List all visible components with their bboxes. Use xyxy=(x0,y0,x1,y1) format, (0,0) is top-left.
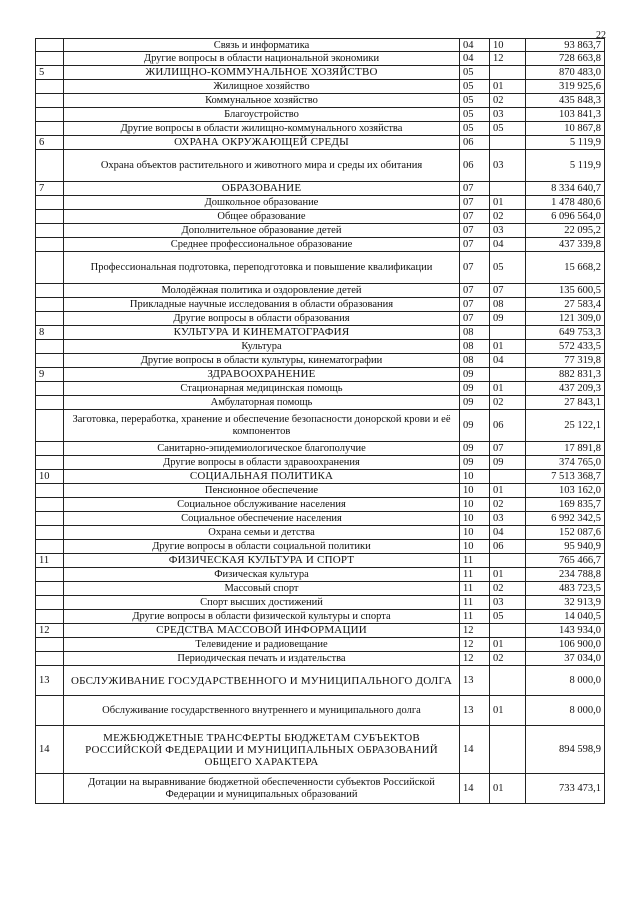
subsection-code-cell: 02 xyxy=(490,94,526,108)
row-number-cell xyxy=(36,80,64,94)
subsection-code-cell: 03 xyxy=(490,150,526,182)
item-name-cell: Другие вопросы в области национальной экономики xyxy=(64,52,460,66)
amount-cell: 22 095,2 xyxy=(526,224,605,238)
subsection-code-cell: 05 xyxy=(490,610,526,624)
row-number-cell xyxy=(36,312,64,326)
section-code-cell: 09 xyxy=(460,410,490,442)
item-name-cell: Молодёжная политика и оздоровление детей xyxy=(64,284,460,298)
amount-cell: 143 934,0 xyxy=(526,624,605,638)
page-number: 22 xyxy=(596,30,606,41)
subsection-code-cell: 08 xyxy=(490,298,526,312)
row-number-cell xyxy=(36,52,64,66)
row-number-cell xyxy=(36,610,64,624)
row-number-cell: 10 xyxy=(36,470,64,484)
row-number-cell xyxy=(36,382,64,396)
table-row xyxy=(36,94,605,108)
amount-cell: 27 843,1 xyxy=(526,396,605,410)
item-name-cell: СРЕДСТВА МАССОВОЙ ИНФОРМАЦИИ xyxy=(64,624,460,638)
subsection-code-cell: 02 xyxy=(490,210,526,224)
row-number-cell xyxy=(36,354,64,368)
subsection-code-cell xyxy=(490,326,526,340)
section-row xyxy=(36,66,605,80)
subsection-code-cell: 10 xyxy=(490,39,526,52)
amount-cell: 135 600,5 xyxy=(526,284,605,298)
table-row xyxy=(36,80,605,94)
section-code-cell: 11 xyxy=(460,582,490,596)
item-name-cell: Социальное обслуживание населения xyxy=(64,498,460,512)
subsection-code-cell: 01 xyxy=(490,696,526,726)
section-code-cell: 10 xyxy=(460,470,490,484)
table-row xyxy=(36,210,605,224)
row-number-cell xyxy=(36,108,64,122)
item-name-cell: ОХРАНА ОКРУЖАЮЩЕЙ СРЕДЫ xyxy=(64,136,460,150)
amount-cell: 374 765,0 xyxy=(526,456,605,470)
subsection-code-cell: 05 xyxy=(490,252,526,284)
section-code-cell: 14 xyxy=(460,726,490,774)
table-row xyxy=(36,456,605,470)
subsection-code-cell: 01 xyxy=(490,196,526,210)
row-number-cell xyxy=(36,284,64,298)
row-number-cell xyxy=(36,638,64,652)
amount-cell: 27 583,4 xyxy=(526,298,605,312)
section-code-cell: 07 xyxy=(460,252,490,284)
section-row xyxy=(36,182,605,196)
section-code-cell: 10 xyxy=(460,526,490,540)
subsection-code-cell: 02 xyxy=(490,652,526,666)
subsection-code-cell: 04 xyxy=(490,238,526,252)
row-number-cell xyxy=(36,652,64,666)
amount-cell: 152 087,6 xyxy=(526,526,605,540)
section-code-cell: 12 xyxy=(460,638,490,652)
row-number-cell: 14 xyxy=(36,726,64,774)
subsection-code-cell: 01 xyxy=(490,638,526,652)
table-row xyxy=(36,638,605,652)
row-number-cell: 12 xyxy=(36,624,64,638)
row-number-cell xyxy=(36,442,64,456)
section-code-cell: 08 xyxy=(460,326,490,340)
section-code-cell: 09 xyxy=(460,382,490,396)
item-name-cell: Физическая культура xyxy=(64,568,460,582)
amount-cell: 765 466,7 xyxy=(526,554,605,568)
item-name-cell: МЕЖБЮДЖЕТНЫЕ ТРАНСФЕРТЫ БЮДЖЕТАМ СУБЪЕКТОВ РОССИЙСКОЙ ФЕДЕРАЦИИ И МУНИЦИПАЛЬНЫХ ОБРАЗОВАНИЙ ОБЩЕГО ХАРАКТЕРА xyxy=(64,726,460,774)
amount-cell: 733 473,1 xyxy=(526,774,605,804)
section-code-cell: 07 xyxy=(460,224,490,238)
subsection-code-cell: 03 xyxy=(490,224,526,238)
subsection-code-cell xyxy=(490,470,526,484)
item-name-cell: Среднее профессиональное образование xyxy=(64,238,460,252)
section-row xyxy=(36,624,605,638)
table-row xyxy=(36,39,605,52)
subsection-code-cell: 09 xyxy=(490,456,526,470)
subsection-code-cell: 01 xyxy=(490,382,526,396)
subsection-code-cell: 02 xyxy=(490,498,526,512)
subsection-code-cell: 01 xyxy=(490,774,526,804)
section-code-cell: 11 xyxy=(460,568,490,582)
item-name-cell: КУЛЬТУРА И КИНЕМАТОГРАФИЯ xyxy=(64,326,460,340)
table-row xyxy=(36,652,605,666)
subsection-code-cell: 07 xyxy=(490,284,526,298)
amount-cell: 483 723,5 xyxy=(526,582,605,596)
section-code-cell: 08 xyxy=(460,340,490,354)
section-code-cell: 09 xyxy=(460,442,490,456)
subsection-code-cell: 05 xyxy=(490,122,526,136)
item-name-cell: Периодическая печать и издательства xyxy=(64,652,460,666)
amount-cell: 319 925,6 xyxy=(526,80,605,94)
table-row xyxy=(36,196,605,210)
section-code-cell: 10 xyxy=(460,484,490,498)
row-number-cell xyxy=(36,568,64,582)
table-row xyxy=(36,512,605,526)
section-code-cell: 07 xyxy=(460,210,490,224)
subsection-code-cell xyxy=(490,66,526,80)
item-name-cell: Другие вопросы в области культуры, кинематографии xyxy=(64,354,460,368)
budget-expenditure-table xyxy=(35,38,605,804)
subsection-code-cell: 01 xyxy=(490,340,526,354)
amount-cell: 77 319,8 xyxy=(526,354,605,368)
section-code-cell: 09 xyxy=(460,368,490,382)
amount-cell: 572 433,5 xyxy=(526,340,605,354)
table-row xyxy=(36,774,605,804)
amount-cell: 7 513 368,7 xyxy=(526,470,605,484)
section-code-cell: 11 xyxy=(460,596,490,610)
table-row xyxy=(36,582,605,596)
section-code-cell: 10 xyxy=(460,498,490,512)
amount-cell: 25 122,1 xyxy=(526,410,605,442)
row-number-cell xyxy=(36,774,64,804)
item-name-cell: Прикладные научные исследования в области образования xyxy=(64,298,460,312)
section-code-cell: 05 xyxy=(460,122,490,136)
row-number-cell xyxy=(36,596,64,610)
section-code-cell: 07 xyxy=(460,196,490,210)
section-code-cell: 09 xyxy=(460,396,490,410)
row-number-cell xyxy=(36,94,64,108)
amount-cell: 37 034,0 xyxy=(526,652,605,666)
section-row xyxy=(36,326,605,340)
row-number-cell xyxy=(36,582,64,596)
amount-cell: 15 668,2 xyxy=(526,252,605,284)
table-row xyxy=(36,498,605,512)
amount-cell: 435 848,3 xyxy=(526,94,605,108)
item-name-cell: Амбулаторная помощь xyxy=(64,396,460,410)
amount-cell: 437 209,3 xyxy=(526,382,605,396)
section-code-cell: 12 xyxy=(460,624,490,638)
section-row xyxy=(36,666,605,696)
item-name-cell: Другие вопросы в области социальной политики xyxy=(64,540,460,554)
section-row xyxy=(36,470,605,484)
row-number-cell xyxy=(36,512,64,526)
table-row xyxy=(36,540,605,554)
row-number-cell xyxy=(36,210,64,224)
item-name-cell: Стационарная медицинская помощь xyxy=(64,382,460,396)
section-code-cell: 11 xyxy=(460,554,490,568)
amount-cell: 6 992 342,5 xyxy=(526,512,605,526)
item-name-cell: Коммунальное хозяйство xyxy=(64,94,460,108)
item-name-cell: Дополнительное образование детей xyxy=(64,224,460,238)
amount-cell: 5 119,9 xyxy=(526,136,605,150)
row-number-cell: 11 xyxy=(36,554,64,568)
section-row xyxy=(36,368,605,382)
table-row xyxy=(36,52,605,66)
amount-cell: 894 598,9 xyxy=(526,726,605,774)
item-name-cell: Дошкольное образование xyxy=(64,196,460,210)
amount-cell: 8 000,0 xyxy=(526,696,605,726)
table-row xyxy=(36,150,605,182)
table-row xyxy=(36,238,605,252)
amount-cell: 103 841,3 xyxy=(526,108,605,122)
section-row xyxy=(36,726,605,774)
section-code-cell: 05 xyxy=(460,94,490,108)
item-name-cell: Заготовка, переработка, хранение и обеспечение безопасности донорской крови и её компонентов xyxy=(64,410,460,442)
row-number-cell xyxy=(36,410,64,442)
subsection-code-cell xyxy=(490,666,526,696)
table-row xyxy=(36,382,605,396)
amount-cell: 437 339,8 xyxy=(526,238,605,252)
row-number-cell xyxy=(36,498,64,512)
item-name-cell: Телевидение и радиовещание xyxy=(64,638,460,652)
table-row xyxy=(36,284,605,298)
table-row xyxy=(36,252,605,284)
item-name-cell: ФИЗИЧЕСКАЯ КУЛЬТУРА И СПОРТ xyxy=(64,554,460,568)
section-code-cell: 10 xyxy=(460,512,490,526)
item-name-cell: Другие вопросы в области образования xyxy=(64,312,460,326)
amount-cell: 17 891,8 xyxy=(526,442,605,456)
item-name-cell: Охрана объектов растительного и животного мира и среды их обитания xyxy=(64,150,460,182)
item-name-cell: Охрана семьи и детства xyxy=(64,526,460,540)
row-number-cell xyxy=(36,238,64,252)
amount-cell: 103 162,0 xyxy=(526,484,605,498)
table-row xyxy=(36,354,605,368)
table-row xyxy=(36,122,605,136)
row-number-cell xyxy=(36,396,64,410)
section-code-cell: 13 xyxy=(460,666,490,696)
table-row xyxy=(36,610,605,624)
subsection-code-cell: 03 xyxy=(490,596,526,610)
subsection-code-cell: 07 xyxy=(490,442,526,456)
section-code-cell: 04 xyxy=(460,52,490,66)
subsection-code-cell: 06 xyxy=(490,540,526,554)
row-number-cell xyxy=(36,196,64,210)
amount-cell: 121 309,0 xyxy=(526,312,605,326)
subsection-code-cell xyxy=(490,368,526,382)
table-row xyxy=(36,596,605,610)
subsection-code-cell xyxy=(490,554,526,568)
subsection-code-cell: 01 xyxy=(490,568,526,582)
subsection-code-cell: 03 xyxy=(490,512,526,526)
section-code-cell: 07 xyxy=(460,298,490,312)
item-name-cell: Спорт высших достижений xyxy=(64,596,460,610)
section-row xyxy=(36,136,605,150)
item-name-cell: Общее образование xyxy=(64,210,460,224)
subsection-code-cell: 01 xyxy=(490,484,526,498)
section-code-cell: 06 xyxy=(460,136,490,150)
section-code-cell: 05 xyxy=(460,108,490,122)
table-row xyxy=(36,442,605,456)
row-number-cell: 8 xyxy=(36,326,64,340)
item-name-cell: ОБРАЗОВАНИЕ xyxy=(64,182,460,196)
section-code-cell: 14 xyxy=(460,774,490,804)
table-row xyxy=(36,484,605,498)
row-number-cell xyxy=(36,696,64,726)
amount-cell: 10 867,8 xyxy=(526,122,605,136)
table-row xyxy=(36,108,605,122)
amount-cell: 234 788,8 xyxy=(526,568,605,582)
section-row xyxy=(36,554,605,568)
section-code-cell: 12 xyxy=(460,652,490,666)
subsection-code-cell: 04 xyxy=(490,354,526,368)
amount-cell: 14 040,5 xyxy=(526,610,605,624)
amount-cell: 870 483,0 xyxy=(526,66,605,80)
item-name-cell: Другие вопросы в области жилищно-коммунального хозяйства xyxy=(64,122,460,136)
subsection-code-cell xyxy=(490,624,526,638)
item-name-cell: Культура xyxy=(64,340,460,354)
subsection-code-cell: 06 xyxy=(490,410,526,442)
item-name-cell: Благоустройство xyxy=(64,108,460,122)
item-name-cell: Жилищное хозяйство xyxy=(64,80,460,94)
section-code-cell: 09 xyxy=(460,456,490,470)
row-number-cell xyxy=(36,340,64,354)
item-name-cell: ЖИЛИЩНО-КОММУНАЛЬНОЕ ХОЗЯЙСТВО xyxy=(64,66,460,80)
amount-cell: 882 831,3 xyxy=(526,368,605,382)
item-name-cell: Обслуживание государственного внутреннего и муниципального долга xyxy=(64,696,460,726)
section-code-cell: 06 xyxy=(460,150,490,182)
amount-cell: 5 119,9 xyxy=(526,150,605,182)
subsection-code-cell: 03 xyxy=(490,108,526,122)
amount-cell: 1 478 480,6 xyxy=(526,196,605,210)
row-number-cell: 5 xyxy=(36,66,64,80)
table-row xyxy=(36,312,605,326)
table-row xyxy=(36,298,605,312)
row-number-cell: 13 xyxy=(36,666,64,696)
amount-cell: 6 096 564,0 xyxy=(526,210,605,224)
row-number-cell xyxy=(36,526,64,540)
subsection-code-cell xyxy=(490,182,526,196)
subsection-code-cell: 02 xyxy=(490,396,526,410)
row-number-cell: 7 xyxy=(36,182,64,196)
section-code-cell: 10 xyxy=(460,540,490,554)
row-number-cell xyxy=(36,298,64,312)
subsection-code-cell: 12 xyxy=(490,52,526,66)
table-row xyxy=(36,568,605,582)
item-name-cell: ОБСЛУЖИВАНИЕ ГОСУДАРСТВЕННОГО И МУНИЦИПАЛЬНОГО ДОЛГА xyxy=(64,666,460,696)
amount-cell: 32 913,9 xyxy=(526,596,605,610)
section-code-cell: 11 xyxy=(460,610,490,624)
table-row xyxy=(36,696,605,726)
amount-cell: 8 000,0 xyxy=(526,666,605,696)
subsection-code-cell: 01 xyxy=(490,80,526,94)
table-row xyxy=(36,526,605,540)
item-name-cell: Дотации на выравнивание бюджетной обеспеченности субъектов Российской Федерации и муниципальных образований xyxy=(64,774,460,804)
section-code-cell: 07 xyxy=(460,238,490,252)
row-number-cell xyxy=(36,456,64,470)
amount-cell: 169 835,7 xyxy=(526,498,605,512)
item-name-cell: ЗДРАВООХРАНЕНИЕ xyxy=(64,368,460,382)
table-row xyxy=(36,224,605,238)
row-number-cell xyxy=(36,540,64,554)
item-name-cell: Социальное обеспечение населения xyxy=(64,512,460,526)
row-number-cell xyxy=(36,39,64,52)
row-number-cell xyxy=(36,122,64,136)
amount-cell: 106 900,0 xyxy=(526,638,605,652)
section-code-cell: 08 xyxy=(460,354,490,368)
subsection-code-cell: 02 xyxy=(490,582,526,596)
amount-cell: 728 663,8 xyxy=(526,52,605,66)
section-code-cell: 13 xyxy=(460,696,490,726)
table-row xyxy=(36,396,605,410)
item-name-cell: СОЦИАЛЬНАЯ ПОЛИТИКА xyxy=(64,470,460,484)
table-row xyxy=(36,340,605,354)
table-row xyxy=(36,410,605,442)
item-name-cell: Другие вопросы в области здравоохранения xyxy=(64,456,460,470)
item-name-cell: Профессиональная подготовка, переподготовка и повышение квалификации xyxy=(64,252,460,284)
row-number-cell xyxy=(36,484,64,498)
amount-cell: 649 753,3 xyxy=(526,326,605,340)
subsection-code-cell: 04 xyxy=(490,526,526,540)
section-code-cell: 05 xyxy=(460,66,490,80)
row-number-cell: 6 xyxy=(36,136,64,150)
item-name-cell: Связь и информатика xyxy=(64,39,460,52)
subsection-code-cell xyxy=(490,726,526,774)
section-code-cell: 04 xyxy=(460,39,490,52)
subsection-code-cell xyxy=(490,136,526,150)
amount-cell: 8 334 640,7 xyxy=(526,182,605,196)
row-number-cell xyxy=(36,224,64,238)
amount-cell: 95 940,9 xyxy=(526,540,605,554)
row-number-cell xyxy=(36,150,64,182)
amount-cell: 93 863,7 xyxy=(526,39,605,52)
row-number-cell: 9 xyxy=(36,368,64,382)
section-code-cell: 05 xyxy=(460,80,490,94)
item-name-cell: Санитарно-эпидемиологическое благополучие xyxy=(64,442,460,456)
subsection-code-cell: 09 xyxy=(490,312,526,326)
row-number-cell xyxy=(36,252,64,284)
item-name-cell: Массовый спорт xyxy=(64,582,460,596)
item-name-cell: Другие вопросы в области физической культуры и спорта xyxy=(64,610,460,624)
section-code-cell: 07 xyxy=(460,284,490,298)
section-code-cell: 07 xyxy=(460,182,490,196)
item-name-cell: Пенсионное обеспечение xyxy=(64,484,460,498)
section-code-cell: 07 xyxy=(460,312,490,326)
